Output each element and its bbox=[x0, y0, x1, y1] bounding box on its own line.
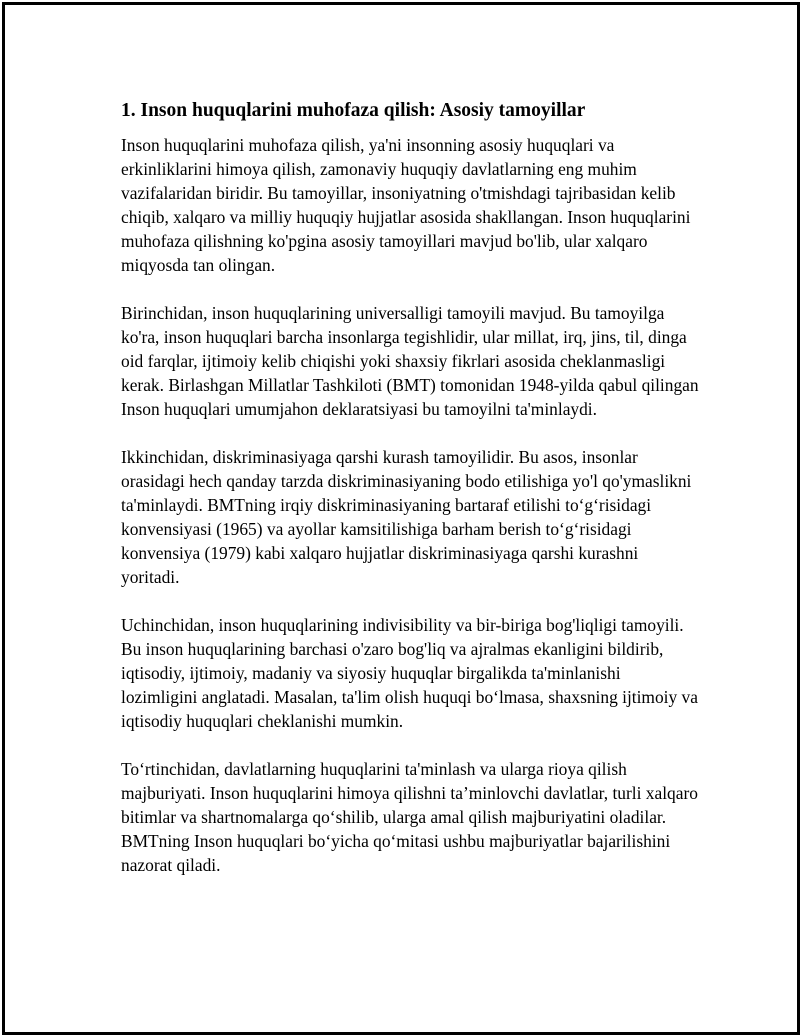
document-body bbox=[121, 97, 701, 901]
page-frame bbox=[2, 2, 800, 1035]
paragraph-first-principle: Birinchidan, inson huquqlarining universalligi tamoyili mavjud. Bu tamoyilga ko'ra, inson huquqlari barcha insonlarga tegishlidir, ular millat, irq, jins, til, dinga oid farqlar, ijtimoiy kelib chiqishi yoki shaxsiy fikrlari asosida cheklanmasligi kerak. Birlashgan Millatlar Tashkiloti (BMT) tomonidan 1948-yilda qabul qilingan Inson huquqlari umumjahon deklaratsiyasi bu tamoyilni ta'minlaydi. bbox=[121, 303, 699, 419]
document-title: 1. Inson huquqlarini muhofaza qilish: Asosiy tamoyillar bbox=[121, 100, 586, 121]
paragraph-second-principle: Ikkinchidan, diskriminasiyaga qarshi kurash tamoyilidir. Bu asos, insonlar orasidagi hech qanday tarzda diskriminasiyaning bodo etilishiga yo'l qo'ymaslikni ta'minlaydi. BMTning irqiy diskriminasiyaning bartaraf etilishi to‘g‘risidagi konvensiyasi (1965) va ayollar kamsitilishiga barham berish to‘g‘risidagi konvensiya (1979) kabi xalqaro hujjatlar diskriminasiyaga qarshi kurashni yoritadi. bbox=[121, 447, 692, 587]
paragraph-third-principle: Uchinchidan, inson huquqlarining indivisibility va bir-biriga bog'liqligi tamoyili. Bu inson huquqlarining barchasi o'zaro bog'liq va ajralmas ekanligini bildirib, iqtisodiy, ijtimoiy, madaniy va siyosiy huquqlar birgalikda ta'minlanishi lozimligini anglatadi. Masalan, ta'lim olish huquqi bo‘lmasa, shaxsning ijtimoiy va iqtisodiy huquqlari cheklanishi mumkin. bbox=[121, 615, 698, 731]
paragraph-fourth-principle: To‘rtinchidan, davlatlarning huquqlarini ta'minlash va ularga rioya qilish majburiyati. Inson huquqlarini himoya qilishni ta’minlovchi davlatlar, turli xalqaro bitimlar va shartnomalarga qo‘shilib, ularga amal qilish majburiyatini oladilar. BMTning Inson huquqlari bo‘yicha qo‘mitasi ushbu majburiyatlar bajarilishini nazorat qiladi. bbox=[121, 759, 698, 875]
paragraph-intro: Inson huquqlarini muhofaza qilish, ya'ni insonning asosiy huquqlari va erkinliklarini himoya qilish, zamonaviy huquqiy davlatlarning eng muhim vazifalaridan biridir. Bu tamoyillar, insoniyatning o'tmishdagi tajribasidan kelib chiqib, xalqaro va milliy huquqiy hujjatlar asosida shakllangan. Inson huquqlarini muhofaza qilishning ko'pgina asosiy tamoyillari mavjud bo'lib, ular xalqaro miqyosda tan olingan. bbox=[121, 135, 691, 275]
